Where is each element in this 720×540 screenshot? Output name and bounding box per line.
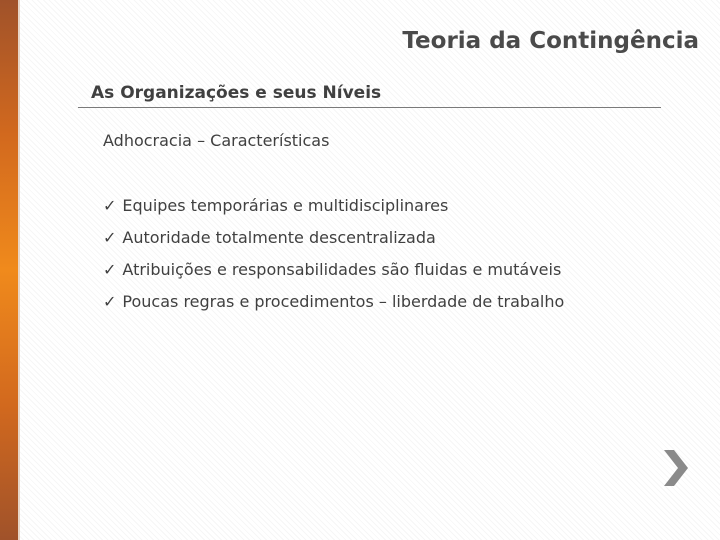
checkmark-icon: ✓	[103, 228, 117, 247]
bullet-item	[103, 227, 603, 249]
bullet-list	[103, 195, 603, 323]
bullet-item	[103, 259, 603, 281]
checkmark-icon: ✓	[103, 260, 117, 279]
chevron-right-icon[interactable]	[660, 448, 690, 488]
bullet-item	[103, 195, 603, 217]
bullet-text: Atribuições e responsabilidades são fluidas e mutáveis	[122, 260, 562, 279]
left-accent-bar-edge	[18, 0, 20, 540]
checkmark-icon: ✓	[103, 292, 117, 311]
left-accent-bar	[0, 0, 18, 540]
bullet-text: Poucas regras e procedimentos – liberdade de trabalho	[122, 292, 565, 311]
title-divider	[78, 107, 661, 108]
slide-subtitle: Adhocracia – Características	[103, 131, 330, 150]
slide-title: Teoria da Contingência	[402, 28, 699, 54]
bullet-text: Equipes temporárias e multidisciplinares	[122, 196, 449, 215]
bullet-item	[103, 291, 603, 313]
bullet-text: Autoridade totalmente descentralizada	[122, 228, 436, 247]
section-title: As Organizações e seus Níveis	[91, 83, 382, 103]
checkmark-icon: ✓	[103, 196, 117, 215]
